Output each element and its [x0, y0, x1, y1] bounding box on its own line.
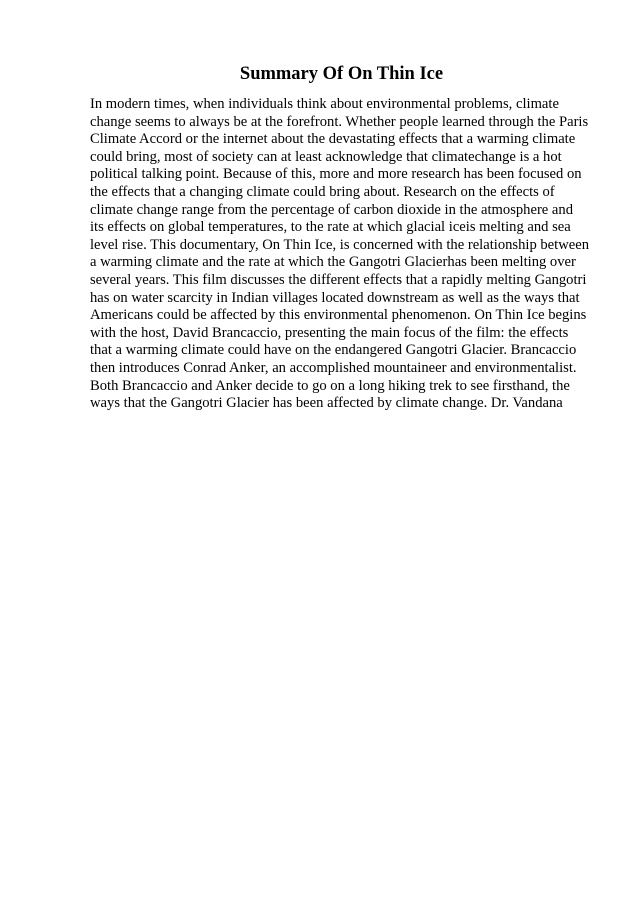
paragraph-line: with the host, David Brancaccio, presenting the main focus of the film: the effects	[90, 324, 569, 341]
paragraph-line: has on water scarcity in Indian villages located downstream as well as the ways that	[90, 289, 580, 306]
paragraph-line: the effects that a changing climate could bring about. Research on the effects of	[90, 183, 555, 200]
paragraph-line: Americans could be affected by this environmental phenomenon. On Thin Ice begins	[90, 307, 587, 324]
paragraph-line: change seems to always be at the forefront. Whether people learned through the Paris	[90, 113, 589, 130]
paragraph-line: Both Brancaccio and Anker decide to go on a long hiking trek to see firsthand, the	[90, 377, 570, 394]
paragraph-line: level rise. This documentary, On Thin Ice, is concerned with the relationship between	[90, 236, 590, 253]
paragraph-line: its effects on global temperatures, to the rate at which glacial iceis melting and sea	[90, 219, 571, 236]
paragraph-line: ways that the Gangotri Glacier has been affected by climate change. Dr. Vandana	[90, 395, 563, 412]
document-title: Summary Of On Thin Ice	[239, 64, 444, 84]
paragraph-line: then introduces Conrad Anker, an accomplished mountaineer and environmentalist.	[90, 359, 577, 376]
paragraph-line: political talking point. Because of this, more and more research has been focused on	[90, 166, 582, 183]
paragraph-line: several years. This film discusses the different effects that a rapidly melting Gangotri	[90, 271, 587, 288]
paragraph-line: a warming climate and the rate at which the Gangotri Glacierhas been melting over	[90, 254, 576, 271]
paragraph-line: climate change range from the percentage of carbon dioxide in the atmosphere and	[90, 201, 574, 218]
paragraph-line: Climate Accord or the internet about the devastating effects that a warming climate	[90, 131, 576, 148]
paragraph-line: could bring, most of society can at least acknowledge that climatechange is a hot	[90, 148, 562, 165]
paragraph-line: In modern times, when individuals think about environmental problems, climate	[90, 96, 559, 112]
body-paragraph	[90, 96, 610, 413]
paragraph-line: that a warming climate could have on the endangered Gangotri Glacier. Brancaccio	[90, 342, 577, 359]
